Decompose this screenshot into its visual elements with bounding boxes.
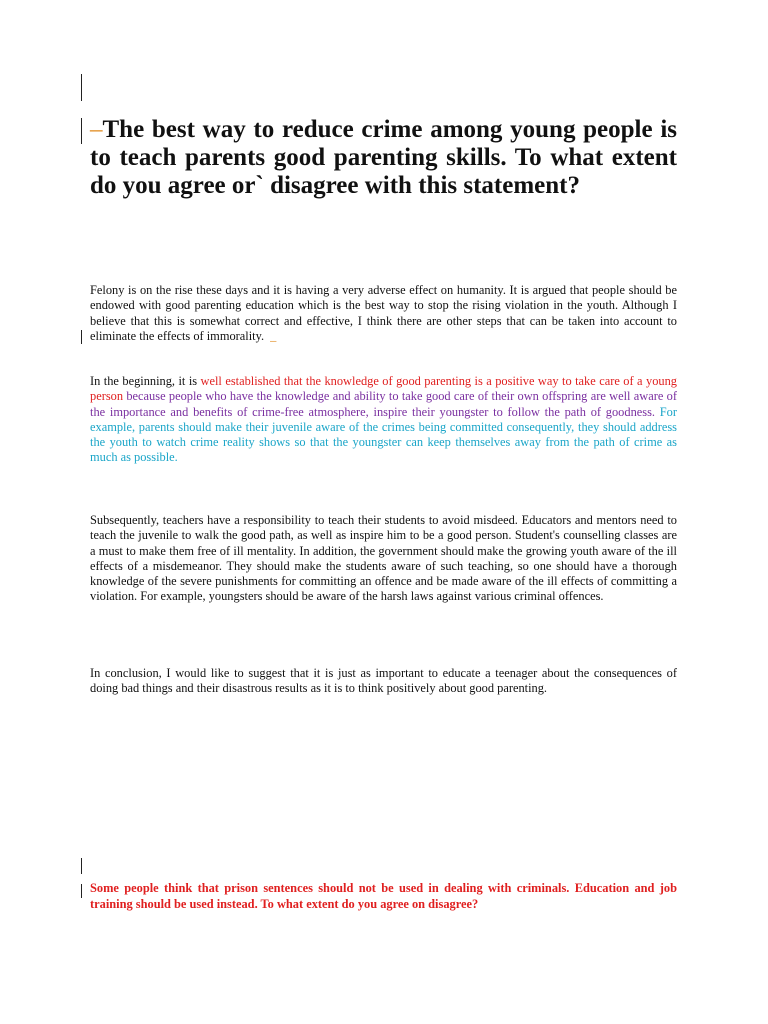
text-cursor [81, 330, 82, 344]
highlight-cyan-text: For example, parents should make their juvenile aware of the crimes being committed consequently, they should address the youth to watch crime reality shows so that the youngster can keep themselves away from the path of crime as much as possible. [90, 404, 678, 465]
text-cursor [81, 74, 82, 101]
paragraph-text: Felony is on the rise these days and it is having a very adverse effect on humanity. It is argued that people should be endowed with good parenting education which is the best way to stop the rising violation in the youth. Although I believe that this is somewhat correct and effective, I think there are other steps that can be taken into account to eliminate the effects of immorality. [90, 283, 677, 343]
text-cursor [81, 118, 82, 144]
second-essay-prompt [90, 880, 677, 912]
highlight-purple-text: because people who have the knowledge and ability to take good care of their own offspring are well aware of the importance and benefits of crime-free atmosphere, inspire their youngster to follow the path of goodness. [90, 389, 677, 419]
end-mark: _ [270, 328, 277, 343]
paragraph-conclusion [90, 666, 677, 697]
paragraph-text: In conclusion, I would like to suggest that it is just as important to educate a teenager about the consequences of doing bad things and their disastrous results as it is to think positively about good parenting. [90, 666, 677, 696]
text-cursor [81, 884, 82, 898]
prompt-text: Some people think that prison sentences should not be used in dealing with criminals. Education and job training should be used instead. To what extent do you agree on disagree? [90, 881, 677, 911]
text-cursor [81, 858, 82, 874]
paragraph-text: Subsequently, teachers have a responsibility to teach their students to avoid misdeed. Educators and mentors need to teach the juvenile to walk the good path, as well as inspire him to be a good person. Student's counselling classes are a must to make them free of ill mentality. In addition, the government should make the growing youth aware of the ill effects of a misdemeanor. They should make the students aware of such teaching, so one should have a thorough knowledge of the severe punishments for committing an offence and be made aware of the ill effects of committing a violation. For example, youngsters should be aware of the harsh laws against various criminal offences. [90, 513, 677, 604]
essay-title [90, 116, 677, 200]
title-text: The best way to reduce crime among young people is to teach parents good parenting skills. To what extent do you agree or` disagree with this statement? [90, 116, 677, 199]
highlight-red-text: well established that the knowledge of good parenting is a positive way to take care of a young person [90, 374, 677, 404]
paragraph-introduction [90, 283, 677, 344]
paragraph-body-2 [90, 513, 677, 605]
title-marker: – [90, 116, 103, 143]
paragraph-body-1 [90, 374, 677, 466]
paragraph-intro-text: In the beginning, it is [90, 374, 201, 388]
